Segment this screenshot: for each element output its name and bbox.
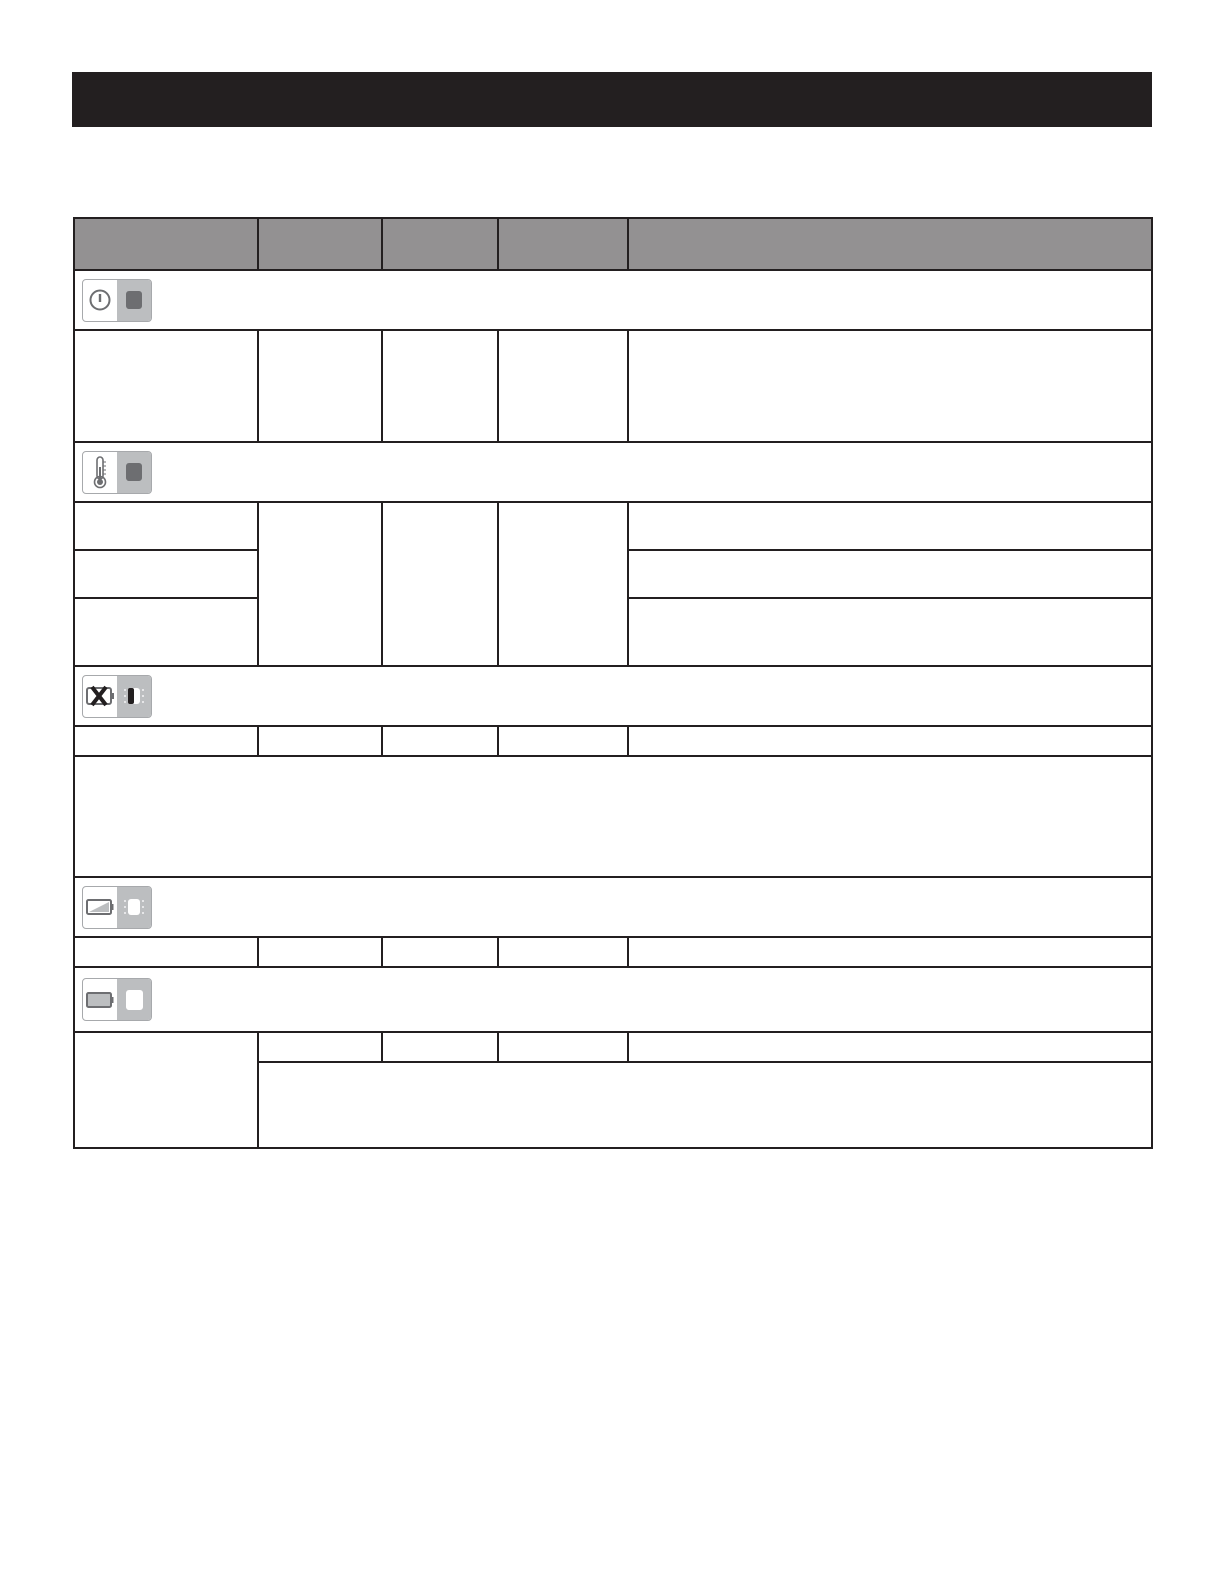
power-icon xyxy=(88,288,112,312)
section-icon-row xyxy=(74,967,1152,1032)
indicator-solid-gray-icon xyxy=(126,291,142,309)
section-icon-row xyxy=(74,270,1152,330)
indicator-solid-gray-icon xyxy=(126,463,142,481)
header-cell xyxy=(74,218,258,270)
battery-empty-icon xyxy=(85,990,115,1010)
indicator-table xyxy=(73,217,1153,1149)
header-cell xyxy=(498,218,628,270)
table-row xyxy=(74,756,1152,877)
header-cell xyxy=(258,218,382,270)
indicator-white-icon xyxy=(126,990,143,1010)
table-row xyxy=(74,726,1152,756)
battery-low-icon xyxy=(85,897,115,917)
status-icon-box xyxy=(82,279,152,322)
indicator-blinking-half-icon xyxy=(122,684,146,708)
header-cell xyxy=(382,218,498,270)
status-icon-box xyxy=(82,451,152,494)
battery-fault-x-icon xyxy=(85,684,115,708)
thermometer-icon xyxy=(91,455,109,489)
header-cell xyxy=(628,218,1152,270)
table-header-row xyxy=(74,218,1152,270)
table-row xyxy=(74,937,1152,967)
status-icon-box xyxy=(82,675,152,718)
section-icon-row xyxy=(74,877,1152,937)
section-icon-row xyxy=(74,666,1152,726)
indicator-blinking-icon xyxy=(122,895,146,919)
status-icon-box xyxy=(82,886,152,929)
table-row xyxy=(74,1032,1152,1062)
table-row xyxy=(74,330,1152,442)
section-icon-row xyxy=(74,442,1152,502)
status-icon-box xyxy=(82,978,152,1021)
section-title-bar xyxy=(72,72,1152,127)
table-row xyxy=(74,502,1152,550)
